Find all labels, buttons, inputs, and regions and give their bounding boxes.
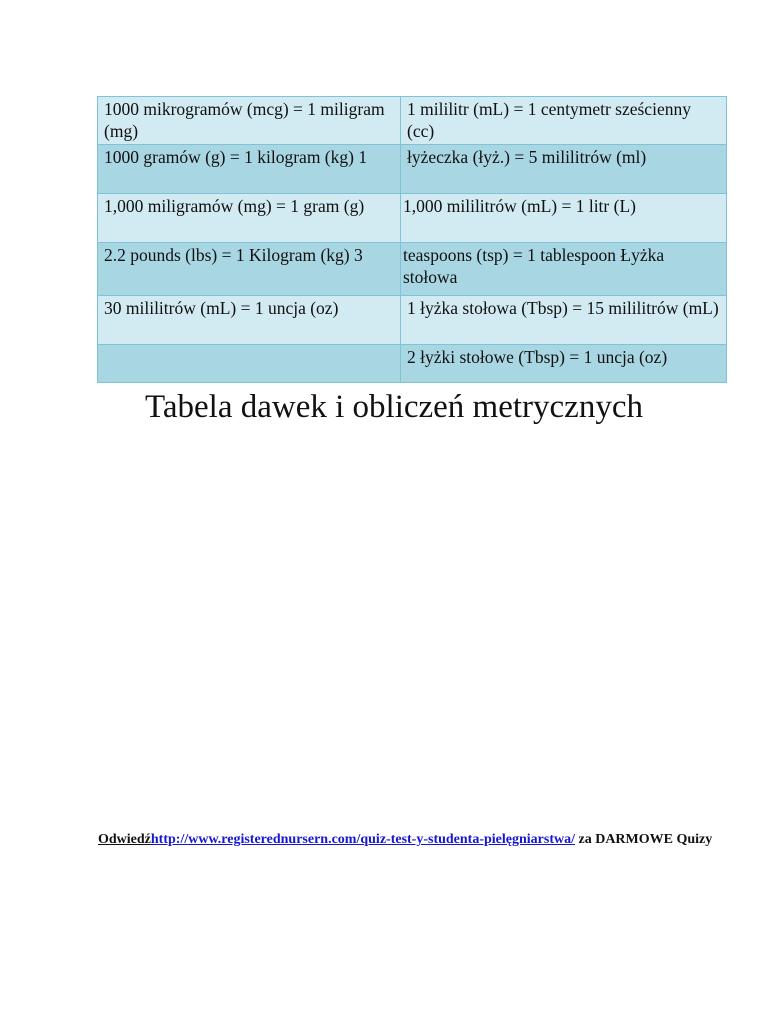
table-row xyxy=(98,97,727,145)
table-cell: teaspoons (tsp) = 1 tablespoon Łyżka stołowa xyxy=(401,243,727,296)
table-cell: 1000 gramów (g) = 1 kilogram (kg) 1 xyxy=(98,145,401,194)
table-cell: 1 mililitr (mL) = 1 centymetr sześcienny (cc) xyxy=(401,97,727,145)
table-cell: łyżeczka (łyż.) = 5 mililitrów (ml) xyxy=(401,145,727,194)
footer-prefix: Odwiedź xyxy=(98,832,151,847)
table-cell: 1,000 mililitrów (mL) = 1 litr (L) xyxy=(401,194,727,243)
conversion-table xyxy=(97,96,727,383)
table-cell: 2 łyżki stołowe (Tbsp) = 1 uncja (oz) xyxy=(401,345,727,383)
quiz-link[interactable]: http://www.registerednursern.com/quiz-test-y-studenta-pielęgniarstwa/ xyxy=(150,832,575,847)
table-row xyxy=(98,243,727,296)
table-cell: 2.2 pounds (lbs) = 1 Kilogram (kg) 3 xyxy=(98,243,401,296)
page-title: Tabela dawek i obliczeń metrycznych xyxy=(145,389,643,425)
table-cell xyxy=(98,345,401,383)
table-cell: 30 mililitrów (mL) = 1 uncja (oz) xyxy=(98,296,401,345)
table-row xyxy=(98,345,727,383)
table-cell: 1 łyżka stołowa (Tbsp) = 15 mililitrów (mL) xyxy=(401,296,727,345)
footer-suffix: za DARMOWE Quizy xyxy=(575,832,713,847)
table-row xyxy=(98,296,727,345)
table-cell: 1,000 miligramów (mg) = 1 gram (g) xyxy=(98,194,401,243)
footer-note xyxy=(98,832,712,848)
table-row xyxy=(98,145,727,194)
table-cell: 1000 mikrogramów (mcg) = 1 miligram (mg) xyxy=(98,97,401,145)
table-row xyxy=(98,194,727,243)
